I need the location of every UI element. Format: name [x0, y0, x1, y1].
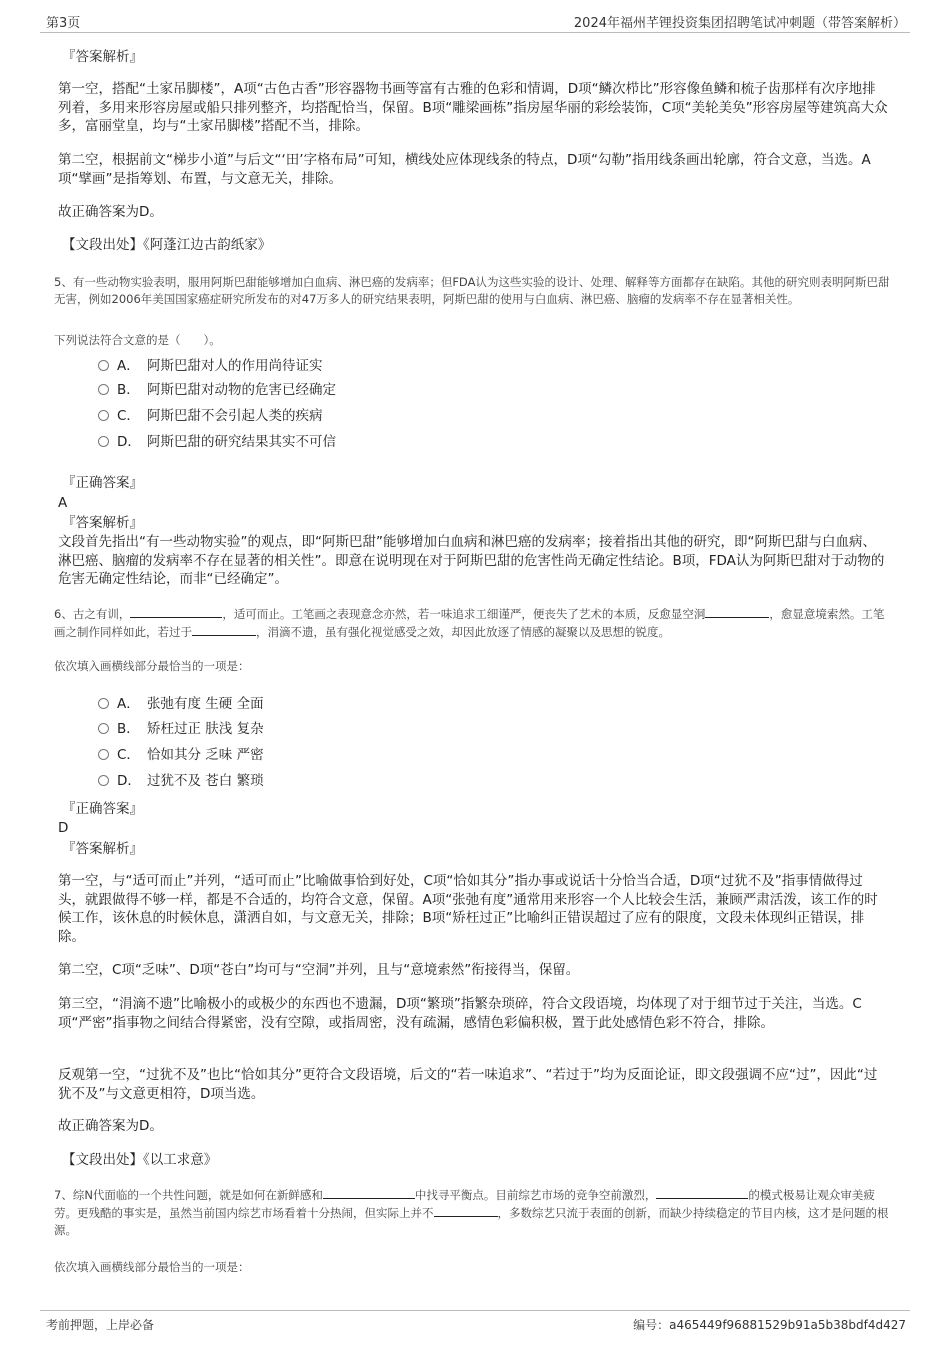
document-id: 编号：a465449f96881529b91a5b38bdf4d427	[633, 1318, 906, 1332]
answer-conclusion: 故正确答案为D。	[58, 1118, 163, 1134]
correct-answer: D	[58, 820, 69, 836]
analysis-label: 『答案解析』	[62, 49, 143, 65]
option-b[interactable]: B． 矫枉过正 肤浅 复杂	[98, 719, 264, 739]
analysis-paragraph: 第三空，“涓滴不遗”比喻极小的或极少的东西也不遗漏，D项“繁琐”指繁杂琐碎，符合文段语境，均体现了对于细节过于关注，当选。C项“严密”指事物之间结合得紧密，没有空隙，或指周密，没有疏漏，感情色彩偏积极，置于此处感情色彩不符合，排除。	[58, 996, 862, 1031]
page-header	[40, 10, 910, 33]
question-prompt: 依次填入画横线部分最恰当的一项是：	[54, 659, 250, 673]
answer-conclusion: 故正确答案为D。	[58, 204, 163, 220]
analysis-paragraph: 第二空，C项“乏味”、D项“苍白”均可与“空洞”并列，且与“意境索然”衔接得当，保留。	[58, 962, 580, 978]
option-a[interactable]: A． 阿斯巴甜对人的作用尚待证实	[98, 356, 323, 376]
question-prompt: 下列说法符合文意的是（ ）。	[54, 333, 221, 347]
option-d[interactable]: D． 过犹不及 苍白 繁琐	[98, 771, 264, 791]
question-stem: 5、有一些动物实验表明，服用阿斯巴甜能够增加白血病、淋巴癌的发病率；但FDA认为这些实验的设计、处理、解释等方面都存在缺陷。其他的研究则表明阿斯巴甜无害，例如2006年美国国家癌症研究所发布的对47万多人的研究结果表明，阿斯巴甜的使用与白血病、淋巴癌、脑瘤的发病率不存在显著相关性。	[54, 275, 890, 306]
footer-slogan: 考前押题，上岸必备	[46, 1318, 155, 1332]
radio-icon[interactable]	[98, 436, 109, 447]
radio-icon[interactable]	[98, 749, 109, 760]
fill-blank	[656, 1186, 748, 1199]
analysis-label: 『答案解析』	[62, 841, 143, 857]
radio-icon[interactable]	[98, 723, 109, 734]
option-d[interactable]: D． 阿斯巴甜的研究结果其实不可信	[98, 432, 336, 452]
fill-blank	[323, 1186, 415, 1199]
fill-blank	[192, 623, 256, 636]
page-footer	[40, 1310, 910, 1333]
analysis-paragraph: 第一空，与“适可而止”并列，“适可而止”比喻做事恰到好处，C项“恰如其分”指办事或说话十分恰当合适，D项“过犹不及”指事情做得过头，就跟做得不够一样，都是不合适的，均符合文意，保留。A项“张弛有度”通常用来形容一个人比较会生活，兼顾严肃活泼，该工作的时候工作，该休息的时候休息，潇洒自如，与文意无关，排除；B项“矫枉过正”比喻纠正错误超过了应有的限度，文段未体现纠正错误，排除。	[58, 873, 878, 945]
radio-icon[interactable]	[98, 384, 109, 395]
radio-icon[interactable]	[98, 698, 109, 709]
analysis-paragraph: 反观第一空，“过犹不及”也比“恰如其分”更符合文段语境，后文的“若一味追求”、“若过于”均为反面论证，即文段强调不应“过”，因此“过犹不及”与文意更相符，D项当选。	[58, 1067, 878, 1102]
option-c[interactable]: C． 阿斯巴甜不会引起人类的疾病	[98, 406, 323, 426]
option-b[interactable]: B． 阿斯巴甜对动物的危害已经确定	[98, 380, 336, 400]
analysis-paragraph: 第二空，根据前文“梯步小道”与后文“‘田’字格布局”可知，横线处应体现线条的特点，D项“勾勒”指用线条画出轮廓，符合文意，当选。A项“擘画”是指筹划、布置，与文意无关，排除。	[58, 152, 871, 187]
fill-blank	[705, 605, 769, 618]
analysis-paragraph: 文段首先指出“有一些动物实验”的观点，即“阿斯巴甜”能够增加白血病和淋巴癌的发病率；接着指出其他的研究，即“阿斯巴甜与白血病、淋巴癌、脑瘤的发病率不存在显著的相关性”。即意在说明现在对于阿斯巴甜的危害性尚无确定性结论。B项，FDA认为阿斯巴甜对于动物的危害无确定性结论，而非“已经确定”。	[58, 534, 885, 587]
question-prompt: 依次填入画横线部分最恰当的一项是：	[54, 1260, 250, 1274]
analysis-label: 『答案解析』	[62, 515, 143, 531]
radio-icon[interactable]	[98, 360, 109, 371]
question-stem: 7、综N代面临的一个共性问题，就是如何在新鲜感和 中找寻平衡点。目前综艺市场的竞争空前激烈， 的模式极易让观众审美疲劳。更残酷的事实是，虽然当前国内综艺市场看着十分热闹，但实际上并不 ，多数综艺只流于表面的创新，而缺少持续稳定的节目内核，这才是问题的根源。	[54, 1188, 889, 1237]
page-number: 第3页	[46, 16, 81, 31]
correct-answer: A	[58, 495, 68, 511]
option-c[interactable]: C． 恰如其分 乏味 严密	[98, 745, 264, 765]
source-citation: 【文段出处】《阿蓬江边古韵纸家》	[62, 237, 272, 253]
correct-answer-label: 『正确答案』	[62, 475, 143, 491]
radio-icon[interactable]	[98, 775, 109, 786]
fill-blank	[434, 1204, 498, 1217]
option-a[interactable]: A． 张弛有度 生硬 全面	[98, 694, 264, 714]
question-stem: 6、古之有训， ，适可而止。工笔画之表现意念亦然，若一味追求工细谨严，便丧失了艺术的本质，反愈显空洞 ，愈显意境索然。工笔画之制作同样如此，若过于 ，涓滴不遗，虽有强化视觉感受之效，却因此放逐了情感的凝聚以及思想的锐度。	[54, 607, 885, 639]
source-citation: 【文段出处】《以工求意》	[62, 1152, 218, 1168]
radio-icon[interactable]	[98, 410, 109, 421]
analysis-paragraph: 第一空，搭配“土家吊脚楼”，A项“古色古香”形容器物书画等富有古雅的色彩和情调，D项“鳞次栉比”形容像鱼鳞和梳子齿那样有次序地排列着，多用来形容房屋或船只排列整齐，均搭配恰当，保留。B项“雕梁画栋”指房屋华丽的彩绘装饰，C项“美轮美奂”形容房屋等建筑高大众多，富丽堂皇，均与“土家吊脚楼”搭配不当，排除。	[58, 81, 888, 134]
document-title: 2024年福州芊锂投资集团招聘笔试冲刺题（带答案解析）	[573, 16, 906, 31]
correct-answer-label: 『正确答案』	[62, 801, 143, 817]
fill-blank	[130, 605, 222, 618]
